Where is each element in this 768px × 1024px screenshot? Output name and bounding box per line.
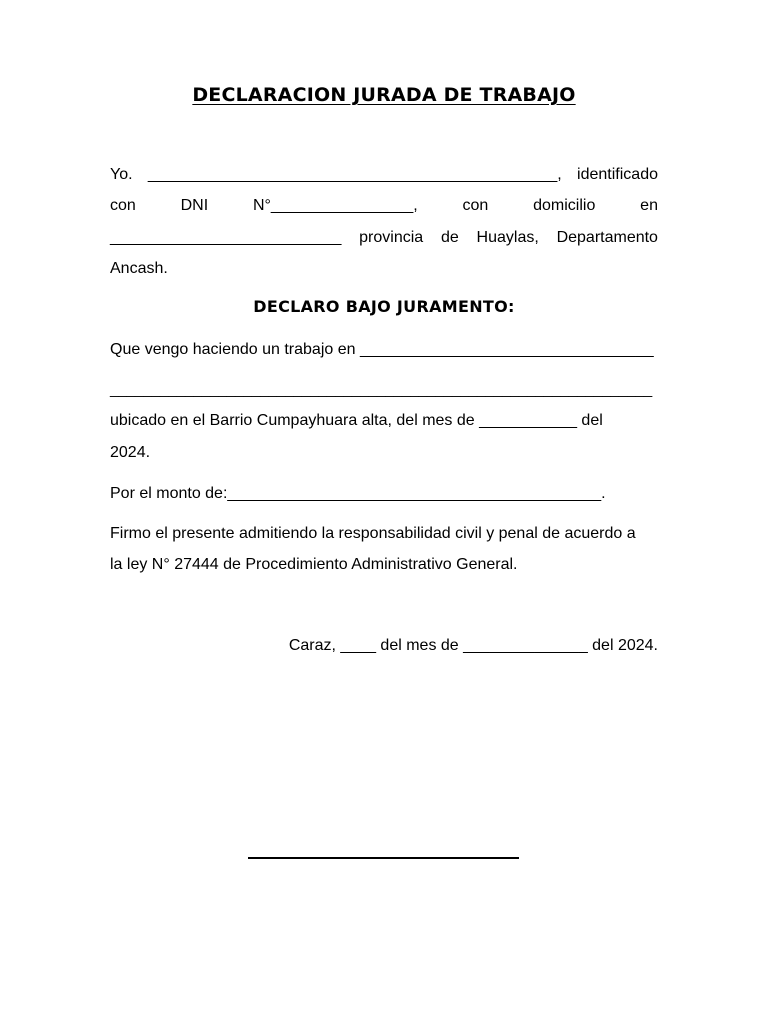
address-word-provincia: provincia: [359, 229, 424, 246]
dni-line-word-dni: DNI: [180, 197, 209, 214]
work-line-1: Que vengo haciendo un trabajo en _________________________________: [110, 341, 654, 358]
address-word-huaylas: Huaylas,: [476, 229, 539, 246]
dni-line-word-con: con: [110, 197, 136, 214]
address-word-departamento: Departamento: [556, 229, 658, 246]
address-word-de: de: [440, 229, 459, 246]
signature-statement-line-2: la ley N° 27444 de Procedimiento Administrativo General.: [110, 556, 518, 573]
work-line-2: _________________________________________________________________: [110, 381, 653, 398]
identity-line-identificado: identificado: [577, 166, 658, 183]
identity-line-yo: Yo.: [110, 166, 133, 183]
declaration-heading: DECLARO BAJO JURAMENTO:: [253, 297, 515, 316]
date-line: Caraz, ____ del mes de ______________ del 2024.: [288, 637, 658, 654]
dni-line-word-domicilio: domicilio: [533, 197, 596, 214]
address-line: [110, 228, 658, 248]
department-line: Ancash.: [110, 260, 168, 277]
signature-statement-line-1: Firmo el presente admitiendo la responsabilidad civil y penal de acuerdo a: [110, 525, 636, 542]
amount-line: Por el monto de:__________________________________________.: [110, 485, 606, 502]
dni-line-word-con-2: con: [462, 197, 489, 214]
work-line-4: 2024.: [110, 444, 151, 461]
signature-line: [248, 857, 519, 859]
name-blank: ______________________________________________,: [147, 166, 562, 183]
dni-blank: N°________________,: [252, 197, 418, 214]
dni-line: [110, 196, 658, 216]
dni-line-word-en: en: [640, 197, 658, 214]
identity-line: [110, 165, 658, 185]
address-blank: __________________________: [110, 229, 342, 246]
document-title: DECLARACION JURADA DE TRABAJO: [192, 84, 576, 106]
work-line-3: ubicado en el Barrio Cumpayhuara alta, del mes de ___________ del: [110, 412, 603, 429]
